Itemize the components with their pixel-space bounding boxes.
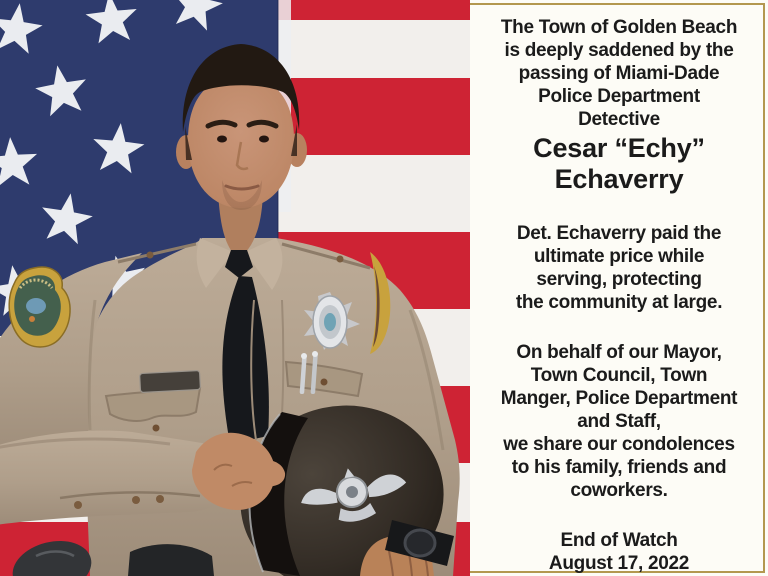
announcement-panel <box>470 0 768 576</box>
text-line: Manger, Police Department <box>500 388 738 409</box>
end-of-watch-label: End of Watch <box>560 530 678 551</box>
text-line: coworkers. <box>570 480 668 501</box>
text-line: and Staff, <box>577 411 661 432</box>
intro-text <box>501 16 737 131</box>
eye-left <box>217 136 227 143</box>
text-line: Detective <box>578 109 660 130</box>
cuff-button <box>132 496 140 504</box>
text-line: to his family, friends and <box>511 457 727 478</box>
officer-name-line: Cesar “Echy” <box>533 133 705 163</box>
text-line: ultimate price while <box>533 246 705 267</box>
eye-right <box>259 136 269 143</box>
text-line: On behalf of our Mayor, <box>516 342 722 363</box>
text-line: is deeply saddened by the <box>504 40 734 61</box>
tribute-text <box>516 222 722 314</box>
officer-name <box>533 133 705 195</box>
text-line: we share our condolences <box>503 434 735 455</box>
epaulette-button <box>337 256 344 263</box>
text-line: passing of Miami-Dade <box>518 63 720 84</box>
condolences-text <box>501 341 737 502</box>
text-line: Det. Echaverry paid the <box>516 223 722 244</box>
shoulder-patch-icon <box>9 267 70 347</box>
epaulette-button <box>147 252 154 259</box>
text-line: Town Council, Town <box>530 365 708 386</box>
cuff-button <box>156 495 164 503</box>
text-line: the community at large. <box>515 292 723 313</box>
pocket-button-right <box>321 379 328 386</box>
name-plate <box>140 370 201 392</box>
end-of-watch-date: August 17, 2022 <box>548 553 690 574</box>
officer-name-line: Echaverry <box>554 164 684 194</box>
text-line: Police Department <box>538 86 700 107</box>
cuff-button <box>74 501 82 509</box>
pocket-button-left <box>153 425 160 432</box>
text-line: The Town of Golden Beach <box>500 17 738 38</box>
text-line: serving, protecting <box>536 269 702 290</box>
end-of-watch <box>549 529 689 575</box>
